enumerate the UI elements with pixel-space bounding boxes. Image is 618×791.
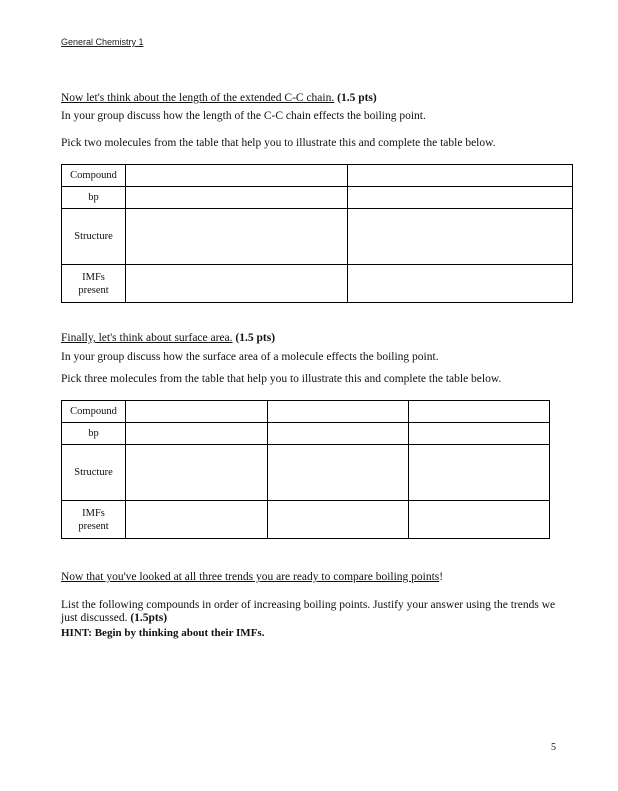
section1-heading-text: Now let's think about the length of the extended C-C chain. (61, 92, 335, 104)
table-cell[interactable] (126, 501, 268, 539)
row-label-structure: Structure (62, 445, 126, 501)
row-label-bp: bp (62, 187, 126, 209)
page-header: General Chemistry 1 (61, 37, 144, 47)
table-cell[interactable] (409, 445, 550, 501)
table-cell[interactable] (348, 209, 573, 265)
row-label-bp: bp (62, 423, 126, 445)
table-cell[interactable] (409, 501, 550, 539)
section3-heading-end: ! (439, 571, 444, 583)
section2-line2: Pick three molecules from the table that help you to illustrate this and complete the table below. (61, 373, 502, 385)
section3-paragraph (61, 599, 561, 625)
imfs-label-line2: present (78, 284, 109, 296)
row-label-compound: Compound (62, 401, 126, 423)
table-cell[interactable] (126, 209, 348, 265)
table-cell[interactable] (126, 445, 268, 501)
section3-points: (1.5pts) (130, 612, 168, 624)
section1-points: (1.5 pts) (337, 92, 377, 104)
table-cell[interactable] (409, 401, 550, 423)
table-cell[interactable] (268, 445, 409, 501)
section3-para-text: List the following compounds in order of increasing boiling points. Justify your answer using the trends we just discussed. (61, 599, 556, 624)
section3-heading (61, 570, 443, 585)
imfs-label-line2: present (78, 520, 109, 532)
section1-heading (61, 91, 377, 106)
table-cell[interactable] (126, 165, 348, 187)
hint-text: Begin by thinking about their IMFs. (91, 627, 265, 639)
hint-line (61, 626, 264, 641)
table-cell[interactable] (268, 501, 409, 539)
section2-line1: In your group discuss how the surface area of a molecule effects the boiling point. (61, 351, 439, 363)
row-label-imfs (62, 265, 126, 303)
section1-line2: Pick two molecules from the table that help you to illustrate this and complete the table below. (61, 137, 496, 149)
surface-area-table (61, 400, 550, 539)
table-cell[interactable] (348, 187, 573, 209)
table-cell[interactable] (126, 265, 348, 303)
page-number: 5 (551, 742, 556, 753)
section3-heading-text: Now that you've looked at all three trends you are ready to compare boiling points (61, 571, 440, 583)
table-cell[interactable] (126, 187, 348, 209)
hint-label: HINT: (61, 627, 92, 639)
imfs-label-line1: IMFs (82, 507, 105, 519)
table-cell[interactable] (126, 401, 268, 423)
section2-heading (61, 331, 275, 346)
row-label-structure: Structure (62, 209, 126, 265)
chain-length-table (61, 164, 573, 303)
row-label-compound: Compound (62, 165, 126, 187)
table-cell[interactable] (348, 265, 573, 303)
table-cell[interactable] (126, 423, 268, 445)
table-cell[interactable] (409, 423, 550, 445)
section2-points: (1.5 pts) (235, 332, 276, 344)
table-cell[interactable] (348, 165, 573, 187)
table-cell[interactable] (268, 423, 409, 445)
section1-line1: In your group discuss how the length of the C-C chain effects the boiling point. (61, 110, 426, 122)
table-cell[interactable] (268, 401, 409, 423)
row-label-imfs (62, 501, 126, 539)
section2-heading-text: Finally, let's think about surface area. (61, 332, 233, 344)
imfs-label-line1: IMFs (82, 271, 105, 283)
